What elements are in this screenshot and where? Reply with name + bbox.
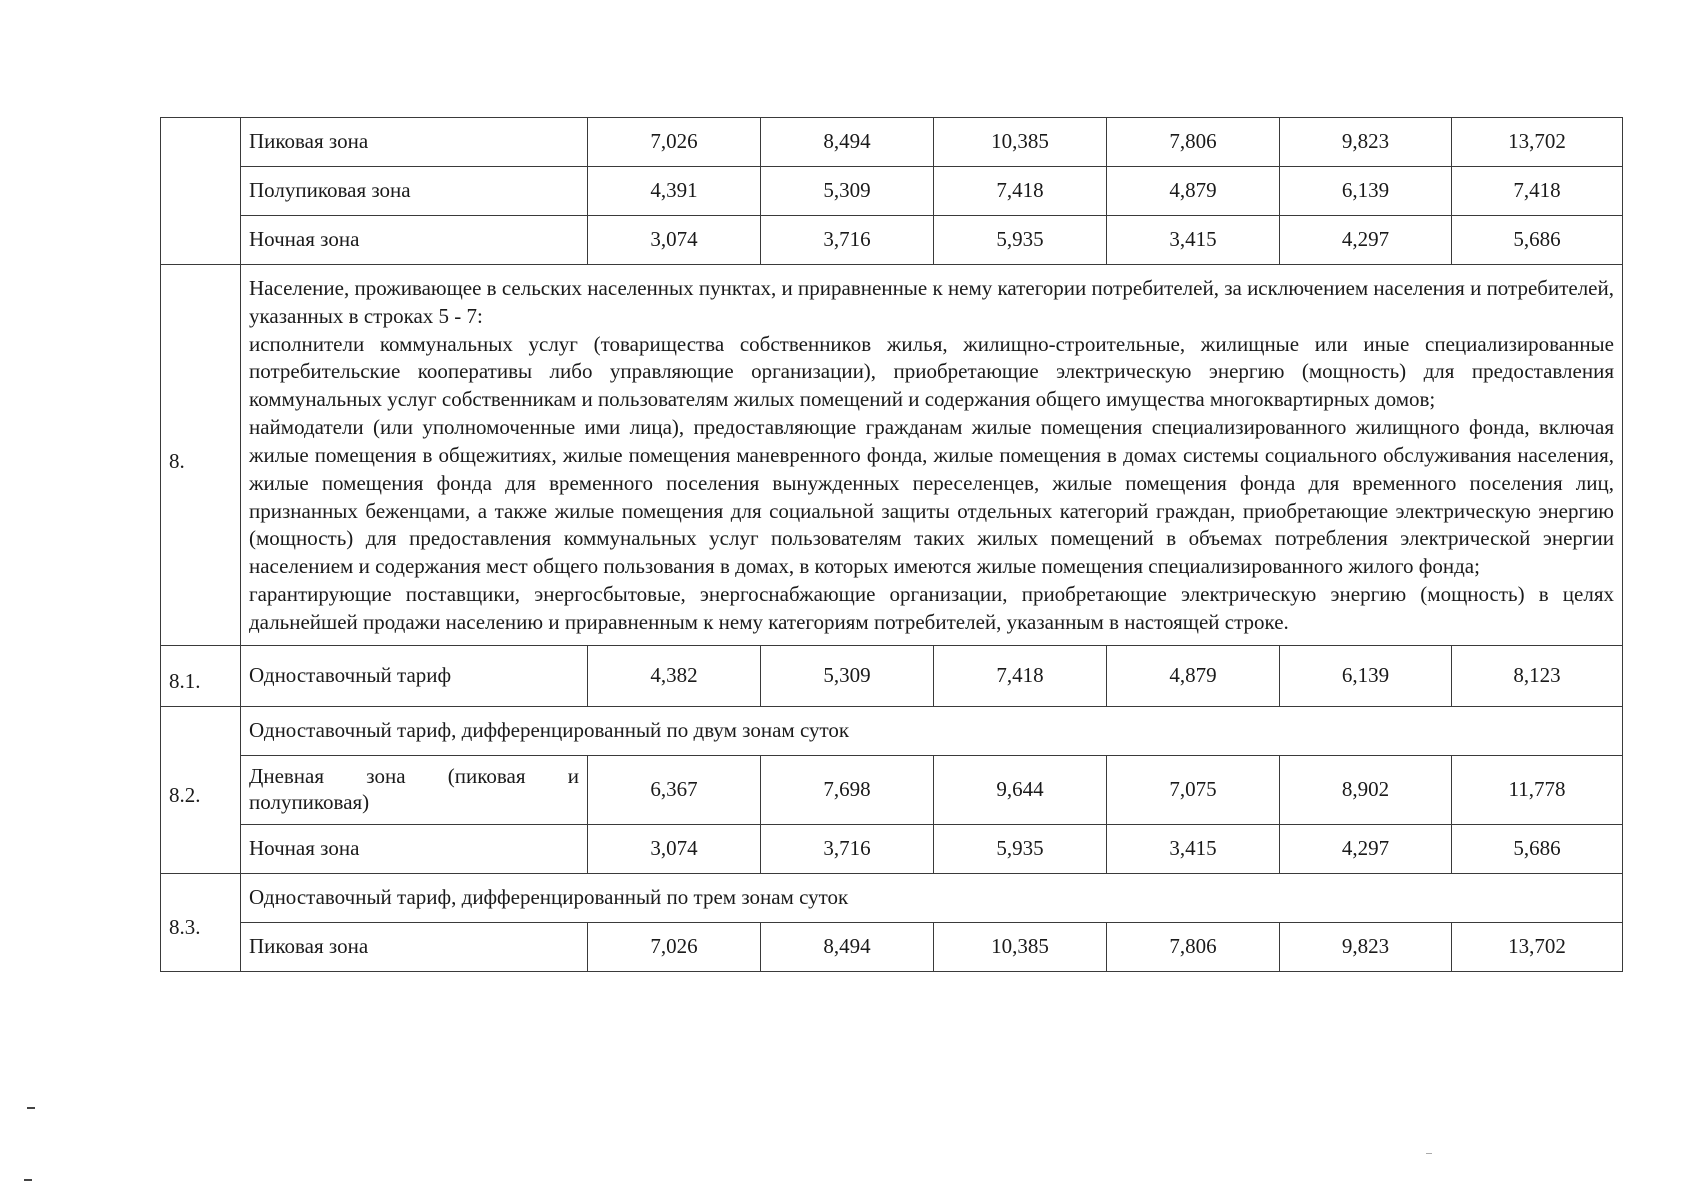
row-name: Полупиковая зона — [241, 167, 588, 216]
value-cell: 13,702 — [1452, 118, 1623, 167]
value-cell: 4,879 — [1107, 167, 1280, 216]
value-cell: 7,698 — [761, 755, 934, 824]
value-cell: 6,139 — [1280, 645, 1452, 706]
table-row — [161, 755, 1623, 824]
row-name: Ночная зона — [241, 216, 588, 265]
table-row-8-1 — [161, 645, 1623, 706]
value-cell: 4,879 — [1107, 645, 1280, 706]
subsection-title: Одноставочный тариф, дифференцированный по двум зонам суток — [241, 706, 1623, 755]
value-cell: 5,935 — [934, 824, 1107, 873]
value-cell: 4,297 — [1280, 824, 1452, 873]
value-cell: 6,139 — [1280, 167, 1452, 216]
table-row — [161, 824, 1623, 873]
value-cell: 7,806 — [1107, 922, 1280, 971]
value-cell: 7,026 — [588, 922, 761, 971]
description-paragraph: наймодатели (или уполномоченные ими лица), предоставляющие гражданам жилые помещения специализированного жилищного фонда, включая жилые помещения в общежитиях, жилые помещения маневренного фонда, жилые помещения в домах системы социального обслуживания населения, жилые помещения фонда для временного поселения вынужденных переселенцев, жилые помещения фонда для временного поселения лиц, признанных беженцами, а также жилые помещения для социальной защиты отдельных категорий граждан, приобретающие электрическую энергию (мощность) для предоставления коммунальных услуг пользователям таких жилых помещений в объемах потребления электрической энергии населением и содержания мест общего пользования в домах, в которых имеются жилые помещения специализированного жилого фонда; — [249, 415, 1614, 579]
row-name: Ночная зона — [241, 824, 588, 873]
row-name: Дневная зона (пиковая и полупиковая) — [241, 755, 588, 824]
value-cell: 7,418 — [1452, 167, 1623, 216]
value-cell: 10,385 — [934, 922, 1107, 971]
row-number-cell: 8.1. — [161, 645, 241, 706]
description-paragraph: исполнители коммунальных услуг (товарищества собственников жилья, жилищно-строительные, жилищные или иные специализированные потребительские кооперативы либо управляющие организации), приобретающие электрическую энергию (мощность) для предоставления коммунальных услуг собственникам и пользователям жилых помещений и содержания общего имущества многоквартирных домов; — [249, 331, 1614, 412]
tariff-table — [160, 117, 1623, 972]
value-cell: 7,418 — [934, 645, 1107, 706]
value-cell: 4,382 — [588, 645, 761, 706]
value-cell: 11,778 — [1452, 755, 1623, 824]
section-8-row — [161, 265, 1623, 646]
value-cell: 4,391 — [588, 167, 761, 216]
table-row — [161, 118, 1623, 167]
value-cell: 9,823 — [1280, 922, 1452, 971]
value-cell: 8,494 — [761, 118, 934, 167]
value-cell: 3,716 — [761, 216, 934, 265]
value-cell: 13,702 — [1452, 922, 1623, 971]
value-cell: 3,415 — [1107, 824, 1280, 873]
row-number-cell: 8.3. — [161, 873, 241, 971]
description-paragraph: гарантирующие поставщики, энергосбытовые, энергоснабжающие организации, приобретающие электрическую энергию (мощность) в целях дальнейшей продажи населению и приравненным к нему категориям потребителей, указанным в настоящей строке. — [249, 581, 1614, 634]
row-number-cell: 8.2. — [161, 706, 241, 873]
value-cell: 6,367 — [588, 755, 761, 824]
value-cell: 8,494 — [761, 922, 934, 971]
value-cell: 9,823 — [1280, 118, 1452, 167]
row-number-cell: 8. — [161, 265, 241, 646]
value-cell: 8,902 — [1280, 755, 1452, 824]
row-number-cell — [161, 118, 241, 265]
subsection-title: Одноставочный тариф, дифференцированный по трем зонам суток — [241, 873, 1623, 922]
value-cell: 7,026 — [588, 118, 761, 167]
table-row — [161, 216, 1623, 265]
section-8-description — [241, 265, 1623, 646]
value-cell: 5,686 — [1452, 824, 1623, 873]
table-row-8-2-header — [161, 706, 1623, 755]
value-cell: 5,935 — [934, 216, 1107, 265]
table-row — [161, 167, 1623, 216]
value-cell: 5,309 — [761, 167, 934, 216]
scan-artifact — [27, 1107, 35, 1109]
table-row — [161, 922, 1623, 971]
description-paragraph: Население, проживающее в сельских населенных пунктах, и приравненные к нему категории потребителей, за исключением населения и потребителей, указанных в строках 5 - 7: — [249, 276, 1614, 328]
value-cell: 9,644 — [934, 755, 1107, 824]
value-cell: 7,806 — [1107, 118, 1280, 167]
value-cell: 5,309 — [761, 645, 934, 706]
value-cell: 3,074 — [588, 216, 761, 265]
row-name: Пиковая зона — [241, 922, 588, 971]
table-row-8-3-header — [161, 873, 1623, 922]
value-cell: 8,123 — [1452, 645, 1623, 706]
row-name: Пиковая зона — [241, 118, 588, 167]
value-cell: 7,075 — [1107, 755, 1280, 824]
value-cell: 3,415 — [1107, 216, 1280, 265]
value-cell: 5,686 — [1452, 216, 1623, 265]
value-cell: 10,385 — [934, 118, 1107, 167]
value-cell: 3,716 — [761, 824, 934, 873]
scan-artifact — [1426, 1153, 1432, 1154]
value-cell: 4,297 — [1280, 216, 1452, 265]
row-name: Одноставочный тариф — [241, 645, 588, 706]
value-cell: 3,074 — [588, 824, 761, 873]
value-cell: 7,418 — [934, 167, 1107, 216]
scan-artifact — [24, 1179, 32, 1181]
